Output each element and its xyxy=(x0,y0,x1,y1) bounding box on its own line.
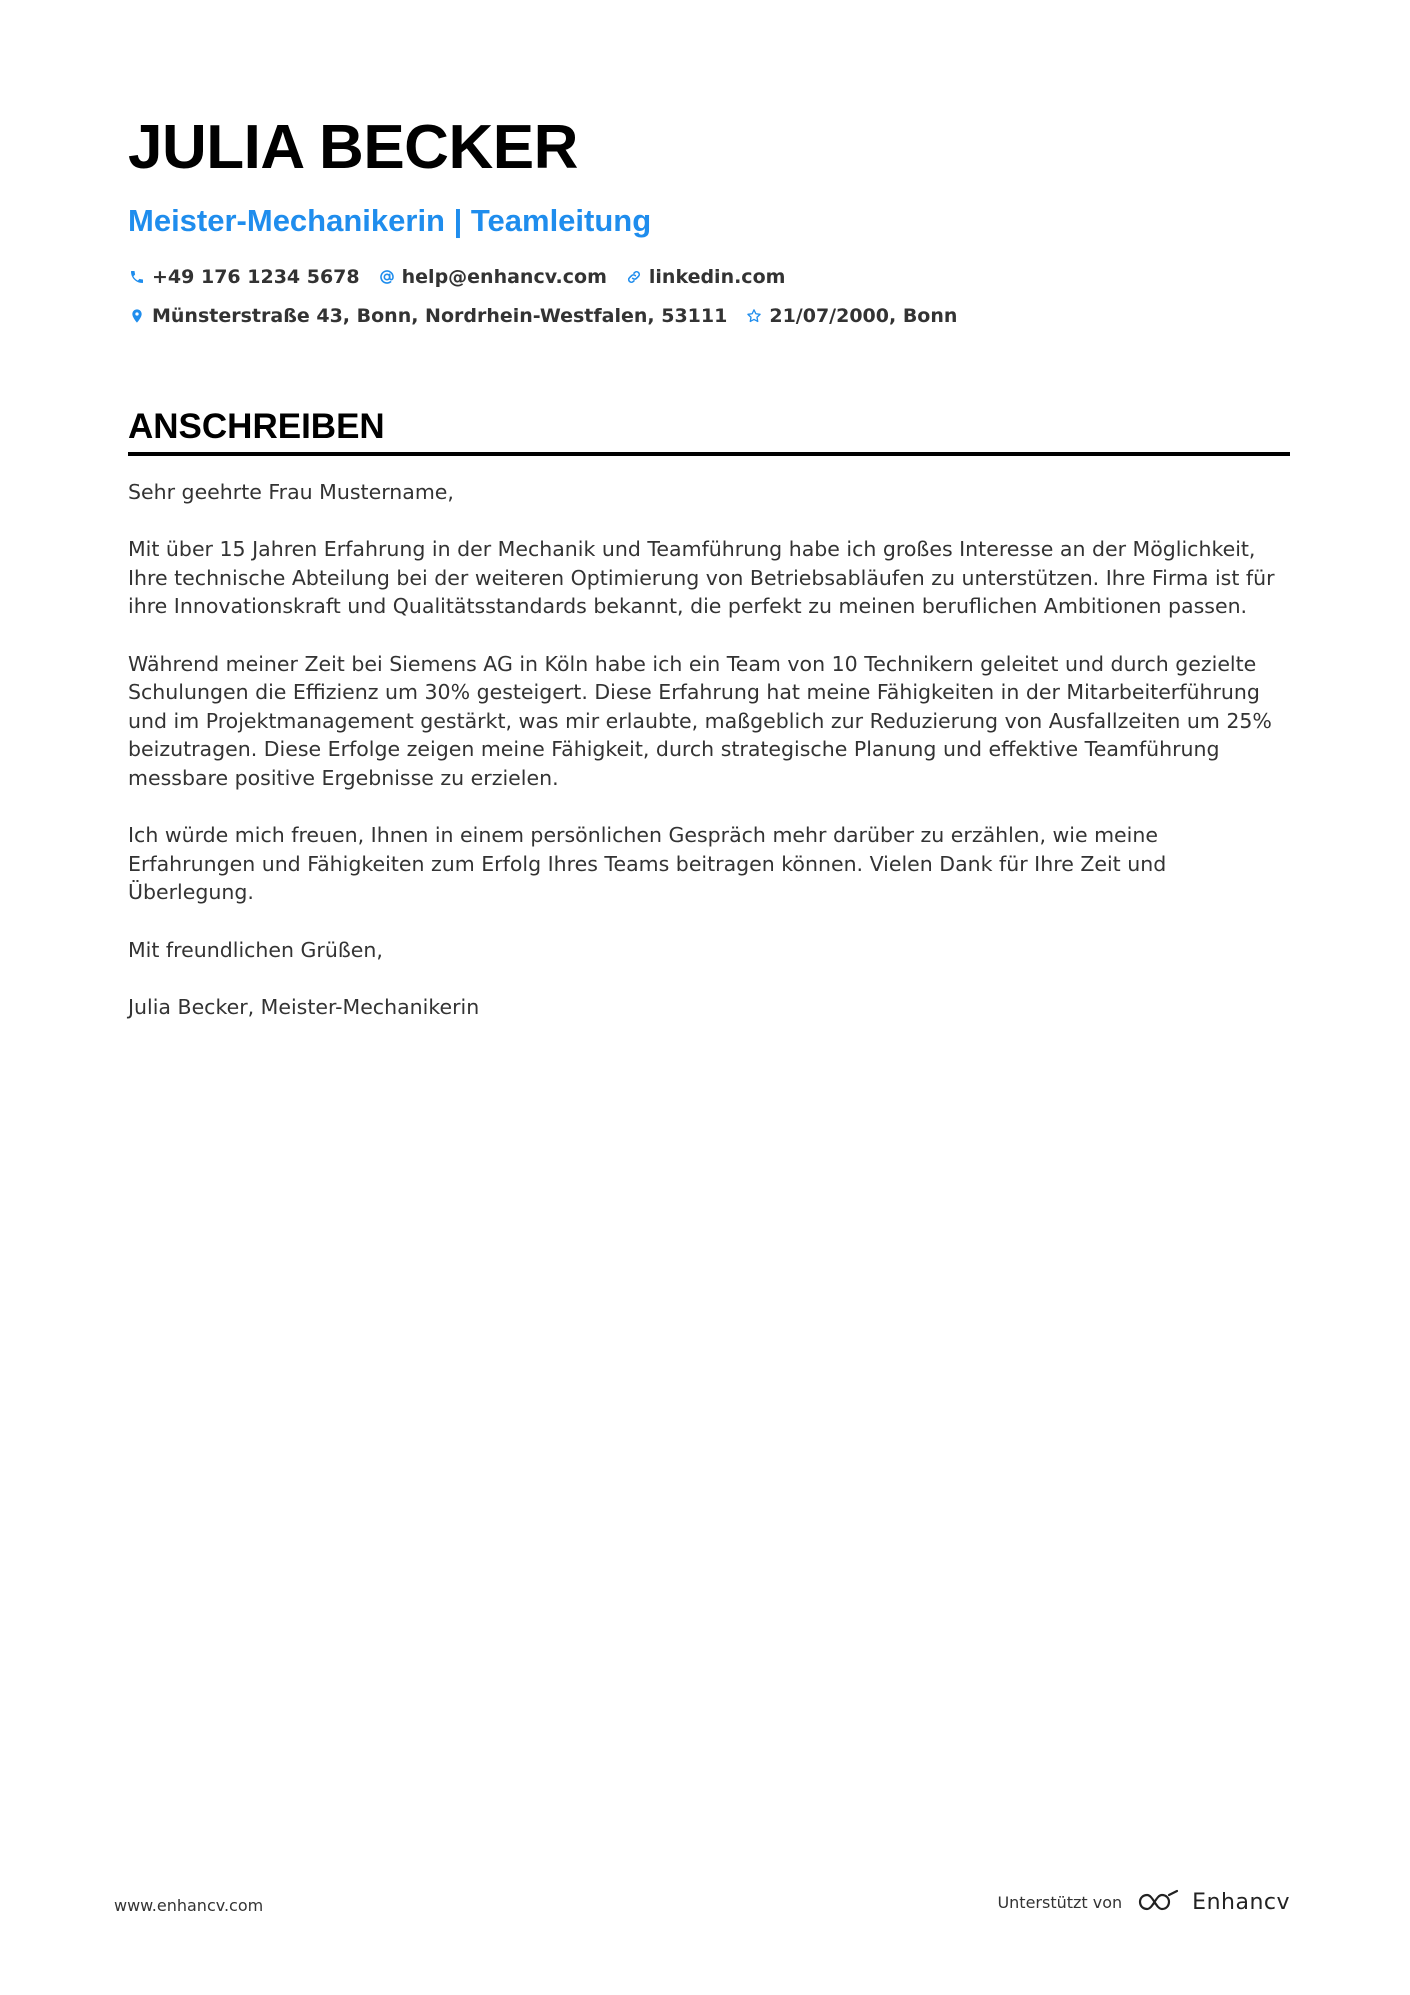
email-text: help@enhancv.com xyxy=(401,266,607,288)
address-text: Münsterstraße 43, Bonn, Nordrhein-Westfalen, 53111 xyxy=(152,305,728,327)
section-title: ANSCHREIBEN xyxy=(128,407,385,446)
birthdate-contact xyxy=(745,305,957,327)
phone-icon xyxy=(128,268,146,286)
address-contact xyxy=(128,305,727,327)
star-icon xyxy=(745,307,763,325)
letter-closing: Mit freundlichen Grüßen, xyxy=(128,937,383,962)
phone-contact[interactable] xyxy=(128,266,360,288)
job-title: Meister-Mechanikerin | Teamleitung xyxy=(128,203,652,238)
contact-row-2 xyxy=(128,301,1288,331)
birthdate-text: 21/07/2000, Bonn xyxy=(769,305,958,327)
enhancv-brand-text: Enhancv xyxy=(1192,1889,1290,1915)
section-divider xyxy=(128,452,1290,456)
header xyxy=(128,110,1288,331)
location-pin-icon xyxy=(128,307,146,325)
link-icon xyxy=(625,268,643,286)
letter-salutation: Sehr geehrte Frau Mustername, xyxy=(128,480,454,504)
candidate-name: JULIA BECKER xyxy=(128,113,578,182)
powered-by-text: Unterstützt von xyxy=(997,1892,1123,1912)
phone-text: +49 176 1234 5678 xyxy=(152,266,360,288)
linkedin-contact[interactable] xyxy=(625,266,786,288)
letter-body xyxy=(128,478,1290,1021)
letter-signature: Julia Becker, Meister-Mechanikerin xyxy=(128,994,480,1019)
letter-paragraph-3: Ich würde mich freuen, Ihnen in einem persönlichen Gespräch mehr darüber zu erzählen, wie meine Erfahrungen und Fähigkeiten zum Erfolg Ihres Teams beitragen können. Vielen Dank für Ihre Zeit und Überlegung. xyxy=(128,823,1167,905)
letter-paragraph-1: Mit über 15 Jahren Erfahrung in der Mechanik und Teamführung habe ich großes Interesse an der Möglichkeit, Ihre technische Abteilung bei der weiteren Optimierung von Betriebsabläufen zu unterstützen. Ihre Firma ist für ihre Innovationskraft und Qualitätsstandards bekannt, die perfekt zu meinen beruflichen Ambitionen passen. xyxy=(128,537,1275,619)
linkedin-text: linkedin.com xyxy=(648,266,786,288)
contact-row-1 xyxy=(128,262,1288,292)
email-contact[interactable] xyxy=(378,266,607,288)
footer-branding[interactable] xyxy=(997,1888,1290,1916)
enhancv-logo-icon xyxy=(1134,1888,1182,1916)
cover-letter-section xyxy=(128,406,1290,1050)
at-icon xyxy=(378,268,396,286)
footer-website[interactable]: www.enhancv.com xyxy=(114,1896,264,1915)
letter-paragraph-2: Während meiner Zeit bei Siemens AG in Köln habe ich ein Team von 10 Technikern geleitet und durch gezielte Schulungen die Effizienz um 30% gesteigert. Diese Erfahrung hat meine Fähigkeiten in der Mitarbeiterführung und im Projektmanagement gestärkt, was mir erlaubte, maßgeblich zur Reduzierung von Ausfallzeiten um 25% beizutragen. Diese Erfolge zeigen meine Fähigkeit, durch strategische Planung und effektive Teamführung messbare positive Ergebnisse zu erzielen. xyxy=(128,651,1272,790)
